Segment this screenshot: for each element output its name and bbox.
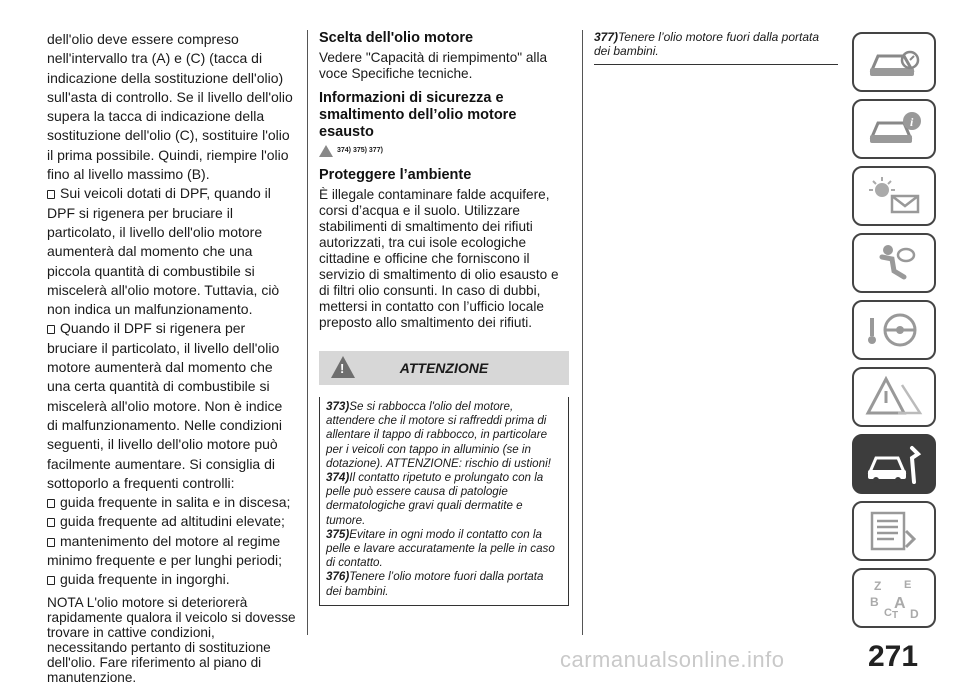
warning-item-number: 375) bbox=[326, 527, 350, 541]
continued-warning bbox=[594, 30, 838, 65]
alphabet-index-icon bbox=[864, 576, 924, 620]
reference-numbers: 374) 375) 377) bbox=[337, 147, 383, 154]
index-letter: T bbox=[892, 610, 899, 620]
column-divider bbox=[582, 30, 583, 635]
warning-item bbox=[326, 400, 562, 471]
steering-key-icon bbox=[864, 308, 924, 352]
tab-airbag-seat[interactable] bbox=[852, 233, 936, 293]
car-wrench-icon bbox=[864, 442, 924, 486]
capacity-paragraph: Vedere "Capacità di riempimento" alla voce Specifiche tecniche. bbox=[319, 50, 548, 81]
warning-lights-icon bbox=[864, 174, 924, 218]
warning-item bbox=[326, 471, 562, 528]
warning-item-number: 374) bbox=[326, 471, 350, 485]
tab-car-dashboard[interactable] bbox=[852, 32, 936, 92]
column-divider bbox=[307, 30, 308, 635]
index-letter: A bbox=[894, 595, 906, 612]
watermark: carmanualsonline.info bbox=[560, 647, 785, 672]
tab-warning-triangle[interactable] bbox=[852, 367, 936, 427]
svg-text:i: i bbox=[910, 115, 914, 129]
warning-references bbox=[319, 143, 569, 159]
warning-body bbox=[319, 397, 569, 606]
index-letter: D bbox=[910, 607, 919, 620]
left-column bbox=[47, 30, 297, 685]
warning-box bbox=[319, 351, 569, 606]
airbag-seat-icon bbox=[864, 241, 924, 285]
tab-specs-list[interactable] bbox=[852, 501, 936, 561]
index-letter: C bbox=[884, 607, 892, 619]
condition-item: mantenimento del motore al regime minimo frequente e per lunghi periodi; bbox=[47, 532, 297, 571]
condition-item: guida frequente in ingorghi. bbox=[47, 570, 297, 589]
tab-car-info[interactable] bbox=[852, 99, 936, 159]
note-paragraph: NOTA L'olio motore si deteriorerà rapidamente qualora il veicolo si dovesse trovare in cattive condizioni, necessitando pertanto di sostituzione dell'olio. Fare riferimento al piano di manutenzione. bbox=[47, 594, 296, 685]
chapter-sidebar bbox=[852, 32, 936, 635]
warning-triangle-icon bbox=[331, 356, 355, 378]
warning-triangle-icon bbox=[319, 145, 333, 157]
condition-item: guida frequente ad altitudini elevate; bbox=[47, 512, 297, 531]
right-column bbox=[594, 30, 838, 65]
warning-item bbox=[326, 570, 562, 598]
warning-title: ATTENZIONE bbox=[399, 360, 489, 376]
warning-item-number: 377) bbox=[594, 30, 619, 44]
tab-alphabet-index[interactable] bbox=[852, 568, 936, 628]
index-letter: Z bbox=[874, 579, 882, 593]
warning-item-number: 376) bbox=[326, 570, 350, 584]
warning-item-text: Se si rabbocca l'olio del motore, attendere che il motore si raffreddi prima di allentare il tappo di rabbocco, in particolare per i veicoli con tappo in alluminio (se in dotazione). ATTENZIONE: rischio di ustioni! bbox=[326, 400, 551, 470]
section-heading-oil-choice: Scelta dell'olio motore bbox=[319, 30, 474, 46]
car-info-icon bbox=[864, 107, 924, 151]
tab-steering-key[interactable] bbox=[852, 300, 936, 360]
environment-paragraph: È illegale contaminare falde acquifere, corsi d’acqua e il suolo. Utilizzare stabilimenti di smaltimento dei rifiuti autorizzati, tra cui isole ecologiche cittadine e officine che forniscono il servizio di smaltimento di olio esausto e di filtri olio consunti. In caso di dubbi, mettersi in contatto con l’ufficio locale preposto allo smaltimento dei rifiuti. bbox=[319, 187, 559, 330]
dpf-bullet-1: Sui veicoli dotati di DPF, quando il DPF si rigenera per bruciare il particolato, il livello dell'olio motore aumenterà dal momento che una piccola quantità di combustibile si miscelerà all'olio motore. Tuttavia, ciò non indica un malfunzionamento. bbox=[47, 184, 297, 319]
intro-paragraph: dell'olio deve essere compreso nell'intervallo tra (A) e (C) (tacca di indicazione della sostituzione dell'olio) sull'asta di controllo. Se il livello dell'olio supera la tacca di indicazione della sostituzione dell'olio (C), sostituire l'olio il prima possibile. Quindi, riempire l'olio fino al livello massimo (B). bbox=[47, 31, 293, 183]
warning-triangle-icon bbox=[864, 375, 924, 419]
car-dashboard-icon bbox=[864, 40, 924, 84]
dpf-bullet-2: Quando il DPF si rigenera per bruciare il particolato, il livello dell'olio motore aumenterà dal momento che una certa quantità di combustibile si miscelerà all'olio motore. Non è indice di malfunzionamento. Nelle condizioni seguenti, il livello dell'olio motore può facilmente aumentare. Si consiglia di sottoporlo a frequenti controlli: bbox=[47, 319, 297, 493]
warning-item-text: Tenere l’olio motore fuori dalla portata dei bambini. bbox=[594, 30, 820, 58]
specs-list-icon bbox=[864, 509, 924, 553]
section-heading-environment: Proteggere l’ambiente bbox=[319, 167, 472, 183]
warning-item bbox=[326, 528, 562, 571]
tab-car-wrench[interactable] bbox=[852, 434, 936, 494]
warning-item-number: 373) bbox=[326, 400, 350, 413]
index-letter: B bbox=[870, 595, 879, 609]
warning-header bbox=[319, 351, 569, 385]
page-number: 271 bbox=[868, 640, 919, 673]
warning-item-text: Tenere l’olio motore fuori dalla portata dei bambini. bbox=[326, 570, 544, 598]
section-heading-safety: Informazioni di sicurezza e smaltimento dell’olio motore esausto bbox=[319, 90, 517, 140]
warning-item-text: Evitare in ogni modo il contatto con la pelle e lavare accuratamente la pelle in caso di contatto. bbox=[326, 527, 555, 570]
middle-column bbox=[319, 30, 569, 606]
tab-warning-lights[interactable] bbox=[852, 166, 936, 226]
index-letter: E bbox=[904, 579, 912, 591]
warning-item-text: Il contatto ripetuto e prolungato con la pelle può essere causa di patologie dermatologiche gravi quali dermatite e tumore. bbox=[326, 471, 544, 527]
condition-item: guida frequente in salita e in discesa; bbox=[47, 493, 297, 512]
